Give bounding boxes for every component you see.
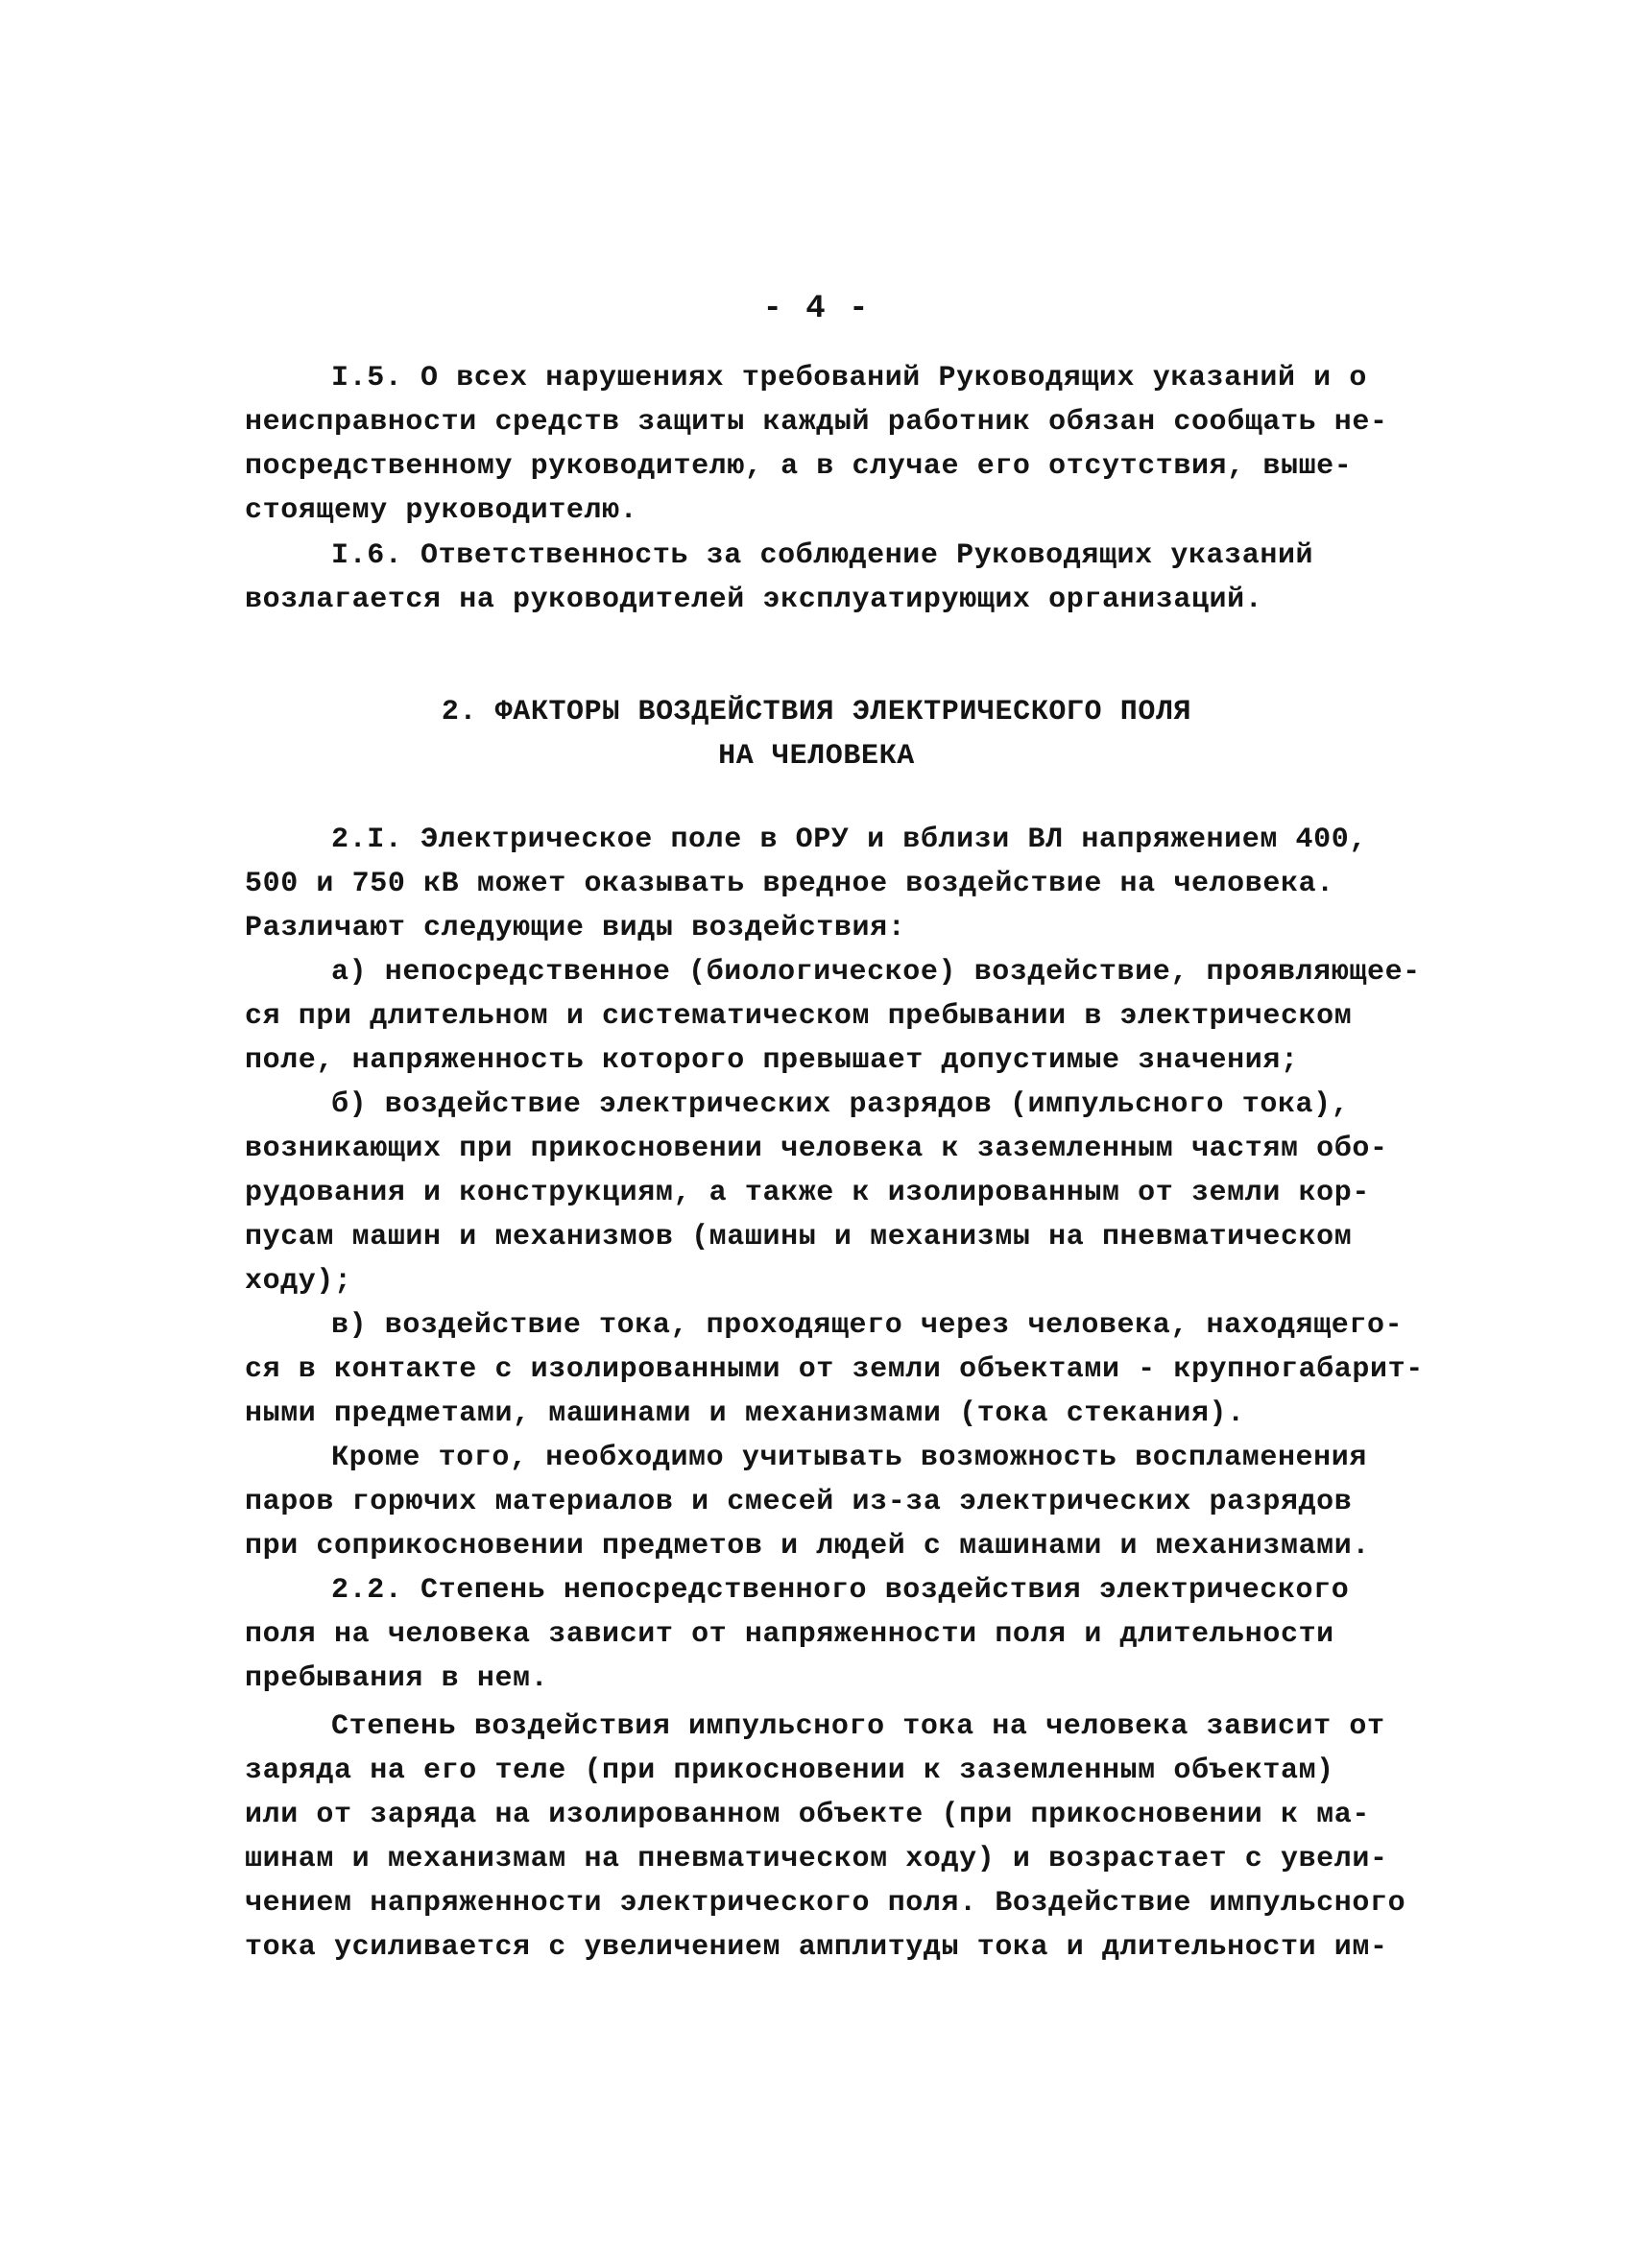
paragraph-2-2-line-3: пребывания в нем. — [245, 1662, 549, 1695]
item-a-line-3: поле, напряженность которого превышает допустимые значения; — [245, 1044, 1299, 1077]
page-number: - 4 - — [762, 291, 871, 327]
paragraph-impulse-line-4: шинам и механизмам на пневматическом ходу) и возрастает с увели- — [245, 1843, 1388, 1875]
paragraph-impulse-line-6: тока усиливается с увеличением амплитуды тока и длительности им- — [245, 1931, 1388, 1964]
paragraph-1-6-line-2: возлагается на руководителей эксплуатирующих организаций. — [245, 584, 1263, 616]
item-b-line-3: рудования и конструкциям, а также к изолированным от земли кор- — [245, 1177, 1370, 1209]
section-2-heading-line-2: НА ЧЕЛОВЕКА — [718, 740, 915, 773]
paragraph-besides-line-3: при соприкосновении предметов и людей с машинами и механизмами. — [245, 1530, 1370, 1563]
paragraph-1-5-line-2: неисправности средств защиты каждый работник обязан сообщать не- — [245, 406, 1388, 439]
paragraph-besides-line-2: паров горючих материалов и смесей из-за электрических разрядов — [245, 1486, 1353, 1518]
paragraph-2-1-line-3: Различают следующие виды воздействия: — [245, 912, 906, 944]
paragraph-impulse-line-3: или от заряда на изолированном объекте (при прикосновении к ма- — [245, 1799, 1370, 1831]
paragraph-2-1-line-2: 500 и 750 кВ может оказывать вредное воздействие на человека. — [245, 868, 1334, 900]
paragraph-1-5-line-4: стоящему руководителю. — [245, 494, 638, 527]
paragraph-1-5-line-3: посредственному руководителю, а в случае его отсутствия, выше- — [245, 450, 1353, 483]
item-v-line-1: в) воздействие тока, проходящего через человека, находящего- — [331, 1309, 1404, 1342]
paragraph-2-2-line-2: поля на человека зависит от напряженности поля и длительности — [245, 1618, 1334, 1651]
paragraph-2-2-line-1: 2.2. Степень непосредственного воздействия электрического — [331, 1574, 1350, 1607]
item-b-line-1: б) воздействие электрических разрядов (импульсного тока), — [331, 1088, 1350, 1121]
item-a-line-2: ся при длительном и систематическом пребывании в электрическом — [245, 1000, 1353, 1033]
paragraph-1-6-line-1: I.6. Ответственность за соблюдение Руководящих указаний — [331, 539, 1314, 572]
paragraph-impulse-line-5: чением напряженности электрического поля. Воздействие импульсного — [245, 1887, 1406, 1920]
item-v-line-3: ными предметами, машинами и механизмами (тока стекания). — [245, 1397, 1245, 1430]
item-b-line-4: пусам машин и механизмов (машины и механизмы на пневматическом — [245, 1221, 1353, 1253]
section-2-heading-line-1: 2. ФАКТОРЫ ВОЗДЕЙСТВИЯ ЭЛЕКТРИЧЕСКОГО ПОЛЯ — [441, 696, 1192, 728]
item-b-line-2: возникающих при прикосновении человека к заземленным частям обо- — [245, 1133, 1388, 1165]
paragraph-1-5-line-1: I.5. О всех нарушениях требований Руководящих указаний и о — [331, 362, 1367, 394]
paragraph-impulse-line-2: заряда на его теле (при прикосновении к заземленным объектам) — [245, 1755, 1334, 1787]
paragraph-besides-line-1: Кроме того, необходимо учитывать возможность воспламенения — [331, 1442, 1367, 1474]
item-v-line-2: ся в контакте с изолированными от земли объектами - крупногабарит- — [245, 1353, 1424, 1386]
item-b-line-5: ходу); — [245, 1265, 352, 1298]
item-a-line-1: а) непосредственное (биологическое) воздействие, проявляющее- — [331, 956, 1421, 989]
paragraph-impulse-line-1: Степень воздействия импульсного тока на человека зависит от — [331, 1710, 1385, 1743]
paragraph-2-1-line-1: 2.I. Электрическое поле в ОРУ и вблизи ВЛ напряжением 400, — [331, 824, 1367, 856]
